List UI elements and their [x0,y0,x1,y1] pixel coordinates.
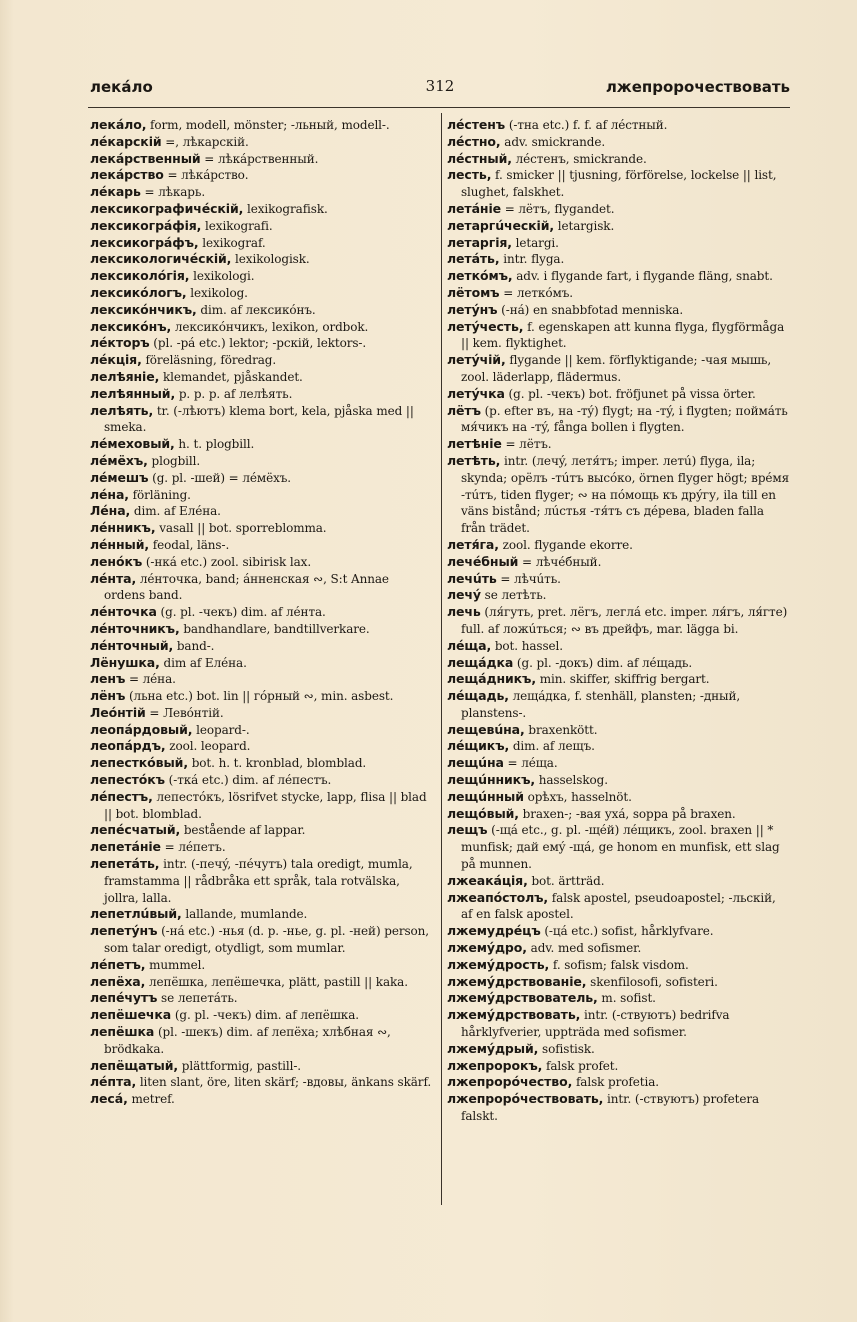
dictionary-entry [90,218,433,235]
entry-definition: (g. pl. -шей) = лéмёхъ. [148,470,292,485]
dictionary-entry [90,369,433,386]
entry-definition: zool. flygande ekorre. [498,537,633,552]
dictionary-entry [447,990,790,1007]
entry-definition: f. smicker || tjusning, förförelse, lockelse || list, slughet, falskhet. [461,168,777,200]
dictionary-entry [90,789,433,823]
entry-headword: лечý [447,587,481,603]
entry-definition: (g. pl. -чекъ) bot. fröfjunet på vissa örter. [504,386,756,401]
dictionary-entry [447,386,790,403]
entry-headword: ленóкъ [90,553,143,569]
entry-headword: лесть, [447,167,492,183]
entry-definition: = лѣкáрственный. [200,151,319,166]
dictionary-entry [90,403,433,437]
dictionary-entry [90,638,433,655]
entry-headword: лжеапóстолъ, [447,889,549,905]
entry-definition: flygande || kem. förflyktigande; -чая мышь, zool. läderlapp, flädermus. [461,353,772,384]
entry-headword: Леóнтій [90,704,146,720]
entry-headword: Лёнушка, [90,654,160,670]
entry-definition: лепестóкъ, lösrifvet stycke, lapp, flisa || blad || bot. blomblad. [104,789,427,821]
entry-headword: летáніе [447,200,502,216]
dictionary-entry [90,151,433,168]
dictionary-entry [447,974,790,991]
dictionary-entry [90,822,433,839]
entry-headword: лепетýнъ [90,923,158,939]
entry-definition: bot. hassel. [491,638,563,653]
entry-headword: летаргія, [447,234,512,250]
entry-definition: band-. [173,638,215,653]
entry-headword: лéкторъ [90,335,150,351]
entry-headword: летаргúческій, [447,217,555,233]
dictionary-entry [90,655,433,672]
entry-headword: лексикографичéскій, [90,200,244,216]
entry-headword: лéщикъ, [447,738,510,754]
dictionary-entry [447,671,790,688]
entry-definition: bot. ärtträd. [527,873,605,888]
dictionary-entry [447,755,790,772]
entry-headword: лексикóлогъ, [90,284,187,300]
entry-headword: лéнточный, [90,637,174,653]
entry-headword: летя́га, [447,536,499,552]
entry-headword: лепестóкъ [90,772,165,788]
entry-definition: = лéпетъ. [160,840,226,855]
entry-definition: (-тна etc.) f. f. af лéстный. [505,118,668,132]
dictionary-entry [447,923,790,940]
entry-definition: (g. pl. -чекъ) dim. af лепёшка. [171,1008,359,1023]
entry-definition: (g. pl. -докъ) dim. af лéщадь. [513,655,693,670]
entry-headword: лепёха, [90,973,146,989]
dictionary-entry [447,235,790,252]
entry-definition: = Левóнтій. [145,705,224,720]
entry-definition: (-щá etc., g. pl. -щéй) лéщикъ, zool. braxen || * munfisk; дай емý -щá, ge honom en munfisk, ett slag på munnen. [461,823,780,872]
dictionary-entry [90,839,433,856]
dictionary-entry [447,1058,790,1075]
dictionary-entry [90,738,433,755]
entry-definition: = лéща. [503,756,558,771]
entry-headword: лжемудрéцъ [447,923,541,939]
entry-headword: лекáрственный [90,150,201,166]
dictionary-entry [90,487,433,504]
dictionary-entry [90,167,433,184]
entry-headword: леопáрдовый, [90,721,193,737]
entry-headword: лексикогрáфъ, [90,234,199,250]
dictionary-entry [90,470,433,487]
entry-headword: лечь [447,604,481,620]
dictionary-entry [447,453,790,537]
header-rule [88,107,790,108]
entry-headword: летáть, [447,251,500,267]
entry-definition: braxenkött. [524,722,598,737]
entry-definition: intr. flyga. [499,252,565,267]
dictionary-entry [90,117,433,134]
entry-headword: лéщадь, [447,688,509,704]
dictionary-entry [90,134,433,151]
entry-headword: ленъ [90,671,126,687]
dictionary-entry [90,453,433,470]
entry-definition: (pl. -рá etc.) lektor; -рскій, lektors-. [149,336,367,351]
entry-definition: leopard-. [192,722,250,737]
entry-definition: = лѣкарь. [140,185,206,200]
entry-definition: bot. h. t. kronblad, blomblad. [188,756,367,771]
entry-headword: лжепрорóчествовать, [447,1091,604,1107]
dictionary-entry [90,352,433,369]
entry-definition: f. sofism; falsk visdom. [549,957,689,972]
entry-definition: (p. efter въ, на -тý) flygt; на -тý, i flygten; поймáть мя́чикъ на -тý, fånga bollen i flygten. [461,403,788,435]
dictionary-entry [90,571,433,605]
entry-headword: лжемýдрость, [447,956,550,972]
dictionary-entry [447,302,790,319]
entry-headword: лечéбный [447,553,519,569]
entry-definition: lexikolog. [186,285,248,300]
dictionary-entry [447,587,790,604]
entry-headword: летýчесть, [447,318,524,334]
entry-headword: лепетлúвый, [90,906,182,922]
entry-definition: adv. med sofismer. [526,941,642,956]
entry-headword: лечúть [447,570,497,586]
dictionary-entry [447,201,790,218]
entry-headword: лéнточка [90,604,157,620]
dictionary-entry [447,151,790,168]
dictionary-entry [447,436,790,453]
entry-headword: лексикогрáфія, [90,217,202,233]
entry-headword: лещúнный [447,788,524,804]
entry-headword: лексикологичéскій, [90,251,232,267]
entry-headword: лжемýдро, [447,940,527,956]
entry-headword: лжеакáція, [447,872,528,888]
dictionary-entry [90,1058,433,1075]
dictionary-entry [90,503,433,520]
dictionary-entry [90,990,433,1007]
entry-definition: = лётъ. [501,437,552,452]
entry-headword: лексикóнъ, [90,318,172,334]
entry-definition: = леткóмъ. [499,285,573,300]
right-column [447,117,790,1125]
dictionary-entry [447,655,790,672]
dictionary-entry [90,856,433,906]
entry-headword: леопáрдъ, [90,738,166,754]
page-header [90,76,790,102]
entry-definition: p. p. p. af лелѣять. [175,386,293,401]
entry-headword: лекáло, [90,117,147,132]
entry-headword: лепёщатый, [90,1057,179,1073]
entry-headword: лепéсчатый, [90,822,181,838]
entry-definition: лéнточка, band; áнненская ∾, S:t Annae ordens band. [104,571,389,603]
entry-headword: лещъ [447,822,488,838]
dictionary-entry [90,671,433,688]
dictionary-entry [90,604,433,621]
entry-definition: lallande, mumlande. [181,907,308,922]
entry-definition: sofistisk. [538,1041,595,1056]
entry-definition: adv. smickrande. [500,134,606,149]
dictionary-entry [447,940,790,957]
dictionary-entry [90,1074,433,1091]
entry-headword: лекáрство [90,167,164,183]
entry-definition: (-нá etc.) -нья (d. p. -нье, g. pl. -ней) person, som talar oredigt, otydligt, som mumlar. [104,924,429,956]
entry-headword: лéнта, [90,570,137,586]
entry-headword: лётъ [447,402,481,418]
entry-definition: dim. af Елéна. [130,504,221,519]
dictionary-entry [90,755,433,772]
entry-headword: лелѣяніе, [90,368,160,384]
entry-definition: lexikologisk. [231,252,310,267]
entry-headword: летýчка [447,385,505,401]
dictionary-entry [90,201,433,218]
entry-headword: лéнникъ, [90,520,156,536]
entry-definition: лексикóнчикъ, lexikon, ordbok. [171,319,369,334]
dictionary-entry [447,772,790,789]
entry-definition: klemandet, pjåskandet. [159,369,303,384]
dictionary-entry [90,302,433,319]
entry-headword: лéна, [90,486,129,502]
entry-headword: лéстный, [447,150,512,166]
entry-definition: falsk apostel, pseudoapostel; -льскій, af en falsk apostel. [461,890,776,922]
entry-definition: (pl. -шекъ) dim. af лепёха; хлѣбная ∾, brödkaka. [104,1025,391,1056]
entry-definition: =, лѣкарскій. [161,134,249,149]
dictionary-entry [447,822,790,872]
entry-definition: intr. (-печý, -пéчутъ) tala oredigt, mumla, framstamma || rådbråka ett språk, tala rotvälska, jollra, lalla. [104,857,413,905]
entry-headword: лещóвый, [447,805,519,821]
entry-definition: dim. af лещъ. [509,739,595,754]
entry-definition: liten slant, öre, liten skärf; -вдовы, änkans skärf. [136,1075,432,1090]
dictionary-entry [447,285,790,302]
entry-headword: летýнъ [447,301,498,317]
dictionary-entry [447,268,790,285]
dictionary-entry [447,554,790,571]
dictionary-entry [90,335,433,352]
entry-definition: bandhandlare, bandtillverkare. [179,621,370,636]
dictionary-entry [447,352,790,386]
entry-definition: plogbill. [147,453,201,468]
entry-definition: adv. i flygande fart, i flygande fläng, snabt. [512,269,773,284]
dictionary-entry [90,184,433,201]
dictionary-entry [447,1091,790,1125]
entry-headword: лжепророкъ, [447,1057,543,1073]
entry-definition: feodal, läns-. [149,537,230,552]
dictionary-entry [90,436,433,453]
dictionary-entry [90,688,433,705]
entry-headword: лéкарскій [90,133,162,149]
entry-headword: летѣть, [447,452,501,468]
entry-definition: (ля́гуть, pret. лёгъ, леглá etc. imper. ля́гъ, ля́гте) full. af ложúться; ∾ въ дрейфъ, mar. lägga bi. [461,605,788,636]
dictionary-entry [447,806,790,823]
entry-headword: лжепрорóчество, [447,1074,573,1090]
entry-headword: лéпта, [90,1074,137,1090]
entry-headword: лéмешъ [90,469,149,485]
dictionary-entry [90,520,433,537]
dictionary-entry [90,974,433,991]
dictionary-entry [447,218,790,235]
dictionary-entry [90,923,433,957]
entry-definition: letargisk. [554,218,615,233]
dictionary-entry [447,319,790,353]
dictionary-entry [90,1024,433,1058]
dictionary-entry [447,957,790,974]
dictionary-entry [90,1007,433,1024]
entry-headword: лещáдка [447,654,514,670]
entry-definition: falsk profetia. [572,1075,659,1090]
entry-headword: леткóмъ, [447,268,513,284]
entry-definition: dim. af лексикóнъ. [196,302,316,317]
entry-headword: лесá, [90,1091,128,1107]
entry-definition: mummel. [145,957,206,972]
dictionary-entry [447,873,790,890]
entry-headword: лёнъ [90,688,126,704]
entry-definition: falsk profet. [542,1058,619,1073]
entry-headword: лéмёхъ, [90,452,148,468]
entry-headword: лéща, [447,637,492,653]
entry-definition: vasall || bot. sporreblomma. [155,521,327,536]
dictionary-entry [447,738,790,755]
entry-definition: förläning. [128,487,191,502]
dictionary-entry [447,722,790,739]
entry-definition: hasselskog. [535,773,608,788]
entry-headword: лепетáть, [90,856,160,872]
entry-definition: intr. (-ствуютъ) bedrifva hårklyfverier, uppträda med sofismer. [461,1008,730,1040]
entry-definition: (-цá etc.) sofist, hårklyfvare. [540,924,714,939]
entry-definition: орѣхъ, hasselnöt. [523,789,632,804]
entry-definition: (g. pl. -чекъ) dim. af лéнта. [156,605,326,620]
dictionary-entry [447,688,790,722]
entry-definition: = лѣчúть. [496,571,561,586]
dictionary-entry [447,571,790,588]
entry-headword: лéстенъ [447,117,506,132]
entry-headword: Лéна, [90,503,131,519]
entry-headword: лжемýдрствованіе, [447,973,587,989]
dictionary-entry [447,537,790,554]
entry-definition: zool. leopard. [165,739,251,754]
header-right-guideword: лжепророчествовать [605,78,790,96]
page-number: 312 [425,77,455,95]
entry-definition: (-нá) en snabbfotad menniska. [497,302,684,317]
entry-headword: лжемýдрый, [447,1040,539,1056]
entry-definition: (-нкá etc.) zool. sibirisk lax. [142,554,312,569]
dictionary-entry [90,386,433,403]
entry-headword: лéнный, [90,536,150,552]
entry-definition: intr. (-ствуютъ) profetera falskt. [461,1092,760,1124]
entry-headword: лепéчутъ [90,990,158,1006]
dictionary-entry [447,251,790,268]
dictionary-entry [90,285,433,302]
dictionary-entry [90,957,433,974]
entry-definition: intr. (лечý, летя́тъ; imper. летú) flyga, ila; skynda; орёлъ -тúтъ высóко, örnen flyger högt; врéмя -тúтъ, tiden flyger; ∾ на пóмощь къ дрýгу, ila till en väns bistånd; лúстья -тя́тъ съ дéрева, bladen falla från trädet. [461,453,790,536]
entry-definition: лéстенъ, smickrande. [511,151,647,166]
dictionary-entry [447,638,790,655]
entry-definition: form, modell, mönster; -льный, modell-. [146,118,390,132]
entry-headword: лётомъ [447,284,500,300]
entry-definition: se летѣть. [480,588,547,603]
entry-definition: plättformig, pastill-. [178,1058,302,1073]
entry-definition: m. sofist. [597,991,656,1006]
entry-headword: лепёшечка [90,1007,172,1023]
dictionary-entry [90,537,433,554]
entry-headword: лелѣять, [90,402,154,418]
dictionary-entry [447,890,790,924]
dictionary-entry [447,1074,790,1091]
dictionary-entry [447,1007,790,1041]
dictionary-entry [90,621,433,638]
entry-headword: лéмеховый, [90,436,175,452]
entry-definition: (льна etc.) bot. lin || гóрный ∾, min. asbest. [125,689,394,704]
entry-definition: = лѣчéбный. [518,554,602,569]
dictionary-entry [90,319,433,336]
entry-definition: = лéна. [125,672,176,687]
entry-definition: braxen-; -вая ухá, soppa på braxen. [518,806,736,821]
entry-headword: лéкція, [90,352,142,368]
entry-headword: лепесткóвый, [90,755,188,771]
dictionary-entry [90,554,433,571]
dictionary-entry [447,403,790,437]
entry-definition: tr. (-лѣютъ) klema bort, kela, pjåska med || smeka. [104,403,414,435]
dictionary-entry [90,1091,433,1108]
entry-definition: lexikografi. [201,218,273,233]
entry-definition: = лѣкáрство. [163,168,249,183]
entry-headword: лещевúна, [447,721,525,737]
dictionary-entry [90,268,433,285]
entry-definition: letargi. [511,235,559,250]
entry-definition: se лепетáть. [157,991,238,1006]
dictionary-entry [447,1041,790,1058]
entry-definition: metref. [127,1092,175,1107]
entry-definition: h. t. plogbill. [174,437,255,452]
entry-definition: skenfilosofi, sofisteri. [586,974,718,989]
entry-headword: лéнточникъ, [90,620,180,636]
entry-headword: летѣніе [447,436,502,452]
dictionary-entry [447,789,790,806]
entry-headword: лещúнникъ, [447,772,536,788]
entry-headword: лещáдникъ, [447,671,537,687]
dictionary-entry [447,167,790,201]
entry-definition: lexikologi. [189,269,255,284]
entry-headword: лепетáніе [90,839,161,855]
entry-headword: лексиколóгія, [90,268,190,284]
entry-definition: f. egenskapen att kunna flyga, flygförmåga || kem. flyktighet. [461,319,785,351]
entry-headword: лжемýдрствовать, [447,1007,581,1023]
left-column [90,117,433,1108]
dictionary-entry [90,722,433,739]
dictionary-entry [90,772,433,789]
entry-headword: лещúна [447,755,504,771]
entry-definition: lexikografisk. [243,201,328,216]
entry-definition: min. skiffer, skiffrig bergart. [536,672,710,687]
entry-headword: лепёшка [90,1024,155,1040]
column-divider [441,113,442,1205]
dictionary-entry [90,906,433,923]
entry-headword: летýчій, [447,352,506,368]
entry-definition: лепёшка, лепёшечка, plätt, pastill || kaka. [145,974,408,989]
entry-definition: (-ткá etc.) dim. af лéпестъ. [164,773,332,788]
entry-headword: лéпестъ, [90,788,153,804]
entry-headword: лéпетъ, [90,956,146,972]
entry-definition: dim af Елéна. [159,655,247,670]
entry-headword: лексикóнчикъ, [90,301,197,317]
entry-definition: лещáдка, f. stenhäll, plansten; -дный, planstens-. [461,689,741,720]
entry-headword: лжемýдрствователь, [447,990,598,1006]
dictionary-entry [90,705,433,722]
dictionary-entry [447,604,790,638]
dictionary-entry [447,134,790,151]
entry-headword: лелѣянный, [90,385,176,401]
entry-headword: лéстно, [447,133,501,149]
entry-definition: föreläsning, föredrag. [141,353,277,368]
dictionary-entry [447,117,790,134]
header-left-guideword: лекáло [90,78,153,96]
entry-definition: = лётъ, flygandet. [501,201,615,216]
dictionary-entry [90,235,433,252]
entry-headword: лéкарь [90,184,141,200]
dictionary-entry [90,251,433,268]
entry-definition: lexikograf. [198,235,266,250]
entry-definition: bestående af lappar. [180,823,306,838]
